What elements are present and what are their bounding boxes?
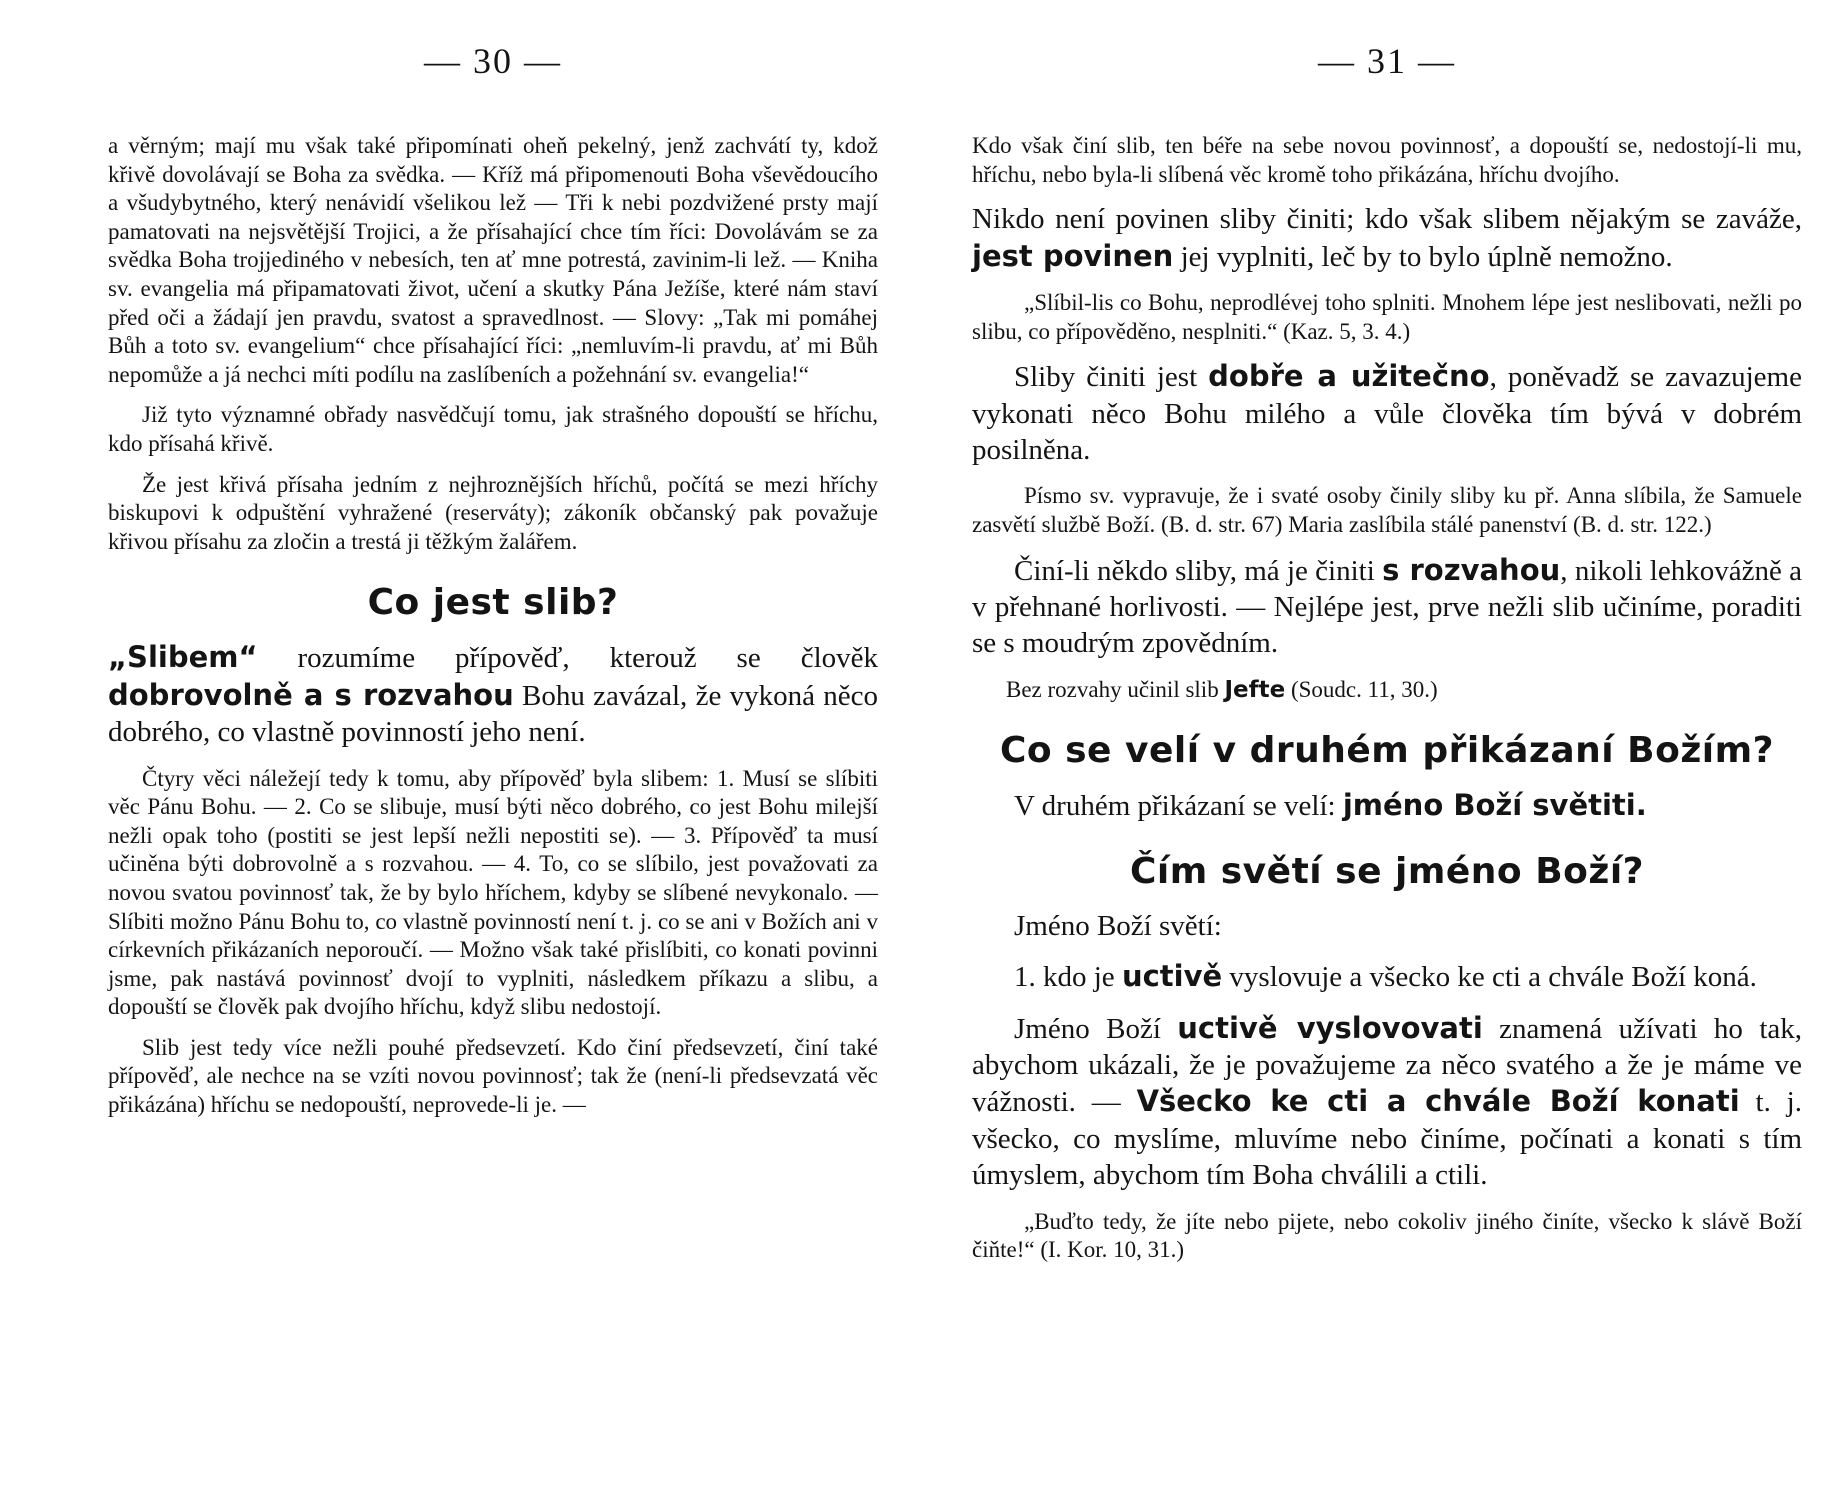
text-run: jej vyplniti, leč by to bylo úplně nemožno. xyxy=(1173,240,1673,273)
text-run: Sliby činiti jest xyxy=(1014,361,1209,394)
text-run: Nikdo není povinen sliby činiti; kdo však slibem nějakým se zaváže, xyxy=(972,203,1802,236)
emphasis: Jefte xyxy=(1224,676,1286,703)
page-number: — 31 — xyxy=(1318,41,1456,81)
text-run: Jméno Boží xyxy=(1014,1012,1178,1045)
emphasis: uctivě xyxy=(1121,959,1223,994)
section-heading: Co se velí v druhém přikázaní Božím? xyxy=(999,730,1775,772)
page-number: — 30 — xyxy=(424,41,562,81)
text-run: , poněvadž se zavazujeme vykonati něco Bohu milého a vůle člověka tím bývá v dobrém posilněna. xyxy=(972,361,1802,466)
emphasis: Všecko ke cti a chvále Boží konati xyxy=(1136,1084,1740,1119)
text-run: t. j. všecko, co myslíme, mluvíme nebo činíme, počínati a konati s tím úmyslem, abychom tím Boha chválili a ctili. xyxy=(972,1086,1802,1192)
definition-text: rozumíme přípověď, kterouž se člověk xyxy=(257,642,878,675)
text-run: znamená užívati ho tak, abychom ukázali, že je považujeme za něco svatého a že je máme ve vážnosti. — xyxy=(972,1012,1802,1119)
definition-term: „Slibem“ xyxy=(108,640,258,675)
paragraph: Kdo však činí slib, ten béře na sebe novou povinnosť, a dopouští se, nedostojí-li mu, hříchu, nebo byla-li slíbená věc kromě toho přikázána, hříchu dvojího. xyxy=(972,133,1802,187)
paragraph xyxy=(972,1010,1802,1194)
emphasis: dobře a užitečno xyxy=(1208,359,1490,394)
text-run: V druhém přikázaní se velí: xyxy=(1014,790,1343,823)
scripture-quote: „Buďto tedy, že jíte nebo pijete, nebo cokoliv jiného činíte, všecko k slávě Boží čiňte!“ (I. Kor. 10, 31.) xyxy=(972,1208,1802,1263)
text-run: vyslovuje a všecko ke cti a chvále Boží koná. xyxy=(1222,961,1757,994)
left-page-text xyxy=(108,132,878,1132)
paragraph xyxy=(972,676,1802,705)
definition-emphasis: dobrovolně a s rozvahou xyxy=(108,677,514,712)
paragraph xyxy=(972,552,1802,662)
emphasis: jméno Boží světiti. xyxy=(1342,788,1647,823)
definition-paragraph xyxy=(108,639,878,750)
text-run: Bez rozvahy učinil slib xyxy=(1006,676,1225,702)
paragraph xyxy=(972,358,1802,468)
paragraph xyxy=(972,787,1802,824)
paragraph: Již tyto významné obřady nasvědčují tomu, jak strašného dopouští se hříchu, kdo přísahá křivě. xyxy=(108,402,878,456)
section-heading: Co jest slib? xyxy=(367,582,619,624)
text-run: , nikoli lehkovážně a v přehnané horlivosti. — Nejlépe jest, prve nežli slib učiníme, poraditi se s moudrým zpovědním. xyxy=(972,554,1802,660)
paragraph: a věrným; mají mu však také připomínati oheň pekelný, jenž zachvátí ty, kdož křivě dovolávají se Boha za svědka. — Kříž má připomenouti Boha vševědoucího a všudybytného, který nenávidí všelikou lež — Tři k nebi pozdvižené prsty mají pamatovati na nejsvětější Trojici, a že přísahající chce tím říci: Dovolávám se za svědka Boha trojjediného v nebesích, ten ať mne potrestá, zavinim-li lež. — Kniha sv. evangelia má připamatovati život, učení a skutky Pána Ježíše, které nám staví před oči a žádají jen pravdu, svatost a spravedlnost. — Slovy: „Tak mi pomáhej Bůh a toto sv. evangelium“ chce přísahající říci: „nemluvím-li pravdu, ať mi Bůh nepomůže a já nechci míti podílu na zaslíbeních a požehnání sv. evangelia!“ xyxy=(108,133,878,387)
emphasis: jest povinen xyxy=(972,238,1174,273)
definition-text: Bohu zavázal, že vykoná něco dobrého, co vlastně povinností jeho není. xyxy=(108,679,878,749)
text-run: (Soudc. 11, 30.) xyxy=(1285,676,1438,702)
scripture-quote: „Slíbil-lis co Bohu, neprodlévej toho splniti. Mnohem lépe jest neslibovati, nežli po slibu, co přípověděno, nesplniti.“ (Kaz. 5, 3. 4.) xyxy=(972,290,1802,344)
list-item xyxy=(972,958,1802,995)
paragraph: Že jest křivá přísaha jedním z nejhroznějších hříchů, počítá se mezi hříchy biskupovi k odpuštění vyhražené (reserváty); zákoník občanský pak považuje křivou přísahu za zločin a trestá ji těžkým žalářem. xyxy=(108,471,878,554)
paragraph: Čtyry věci náležejí tedy k tomu, aby přípověď byla slibem: 1. Musí se slíbiti věc Pánu Bohu. — 2. Co se slibuje, musí býti něco dobrého, co jest Bohu milejší nežli opak toho (postiti se jest lepší nežli nepostiti se). — 3. Přípověď ta musí učiněna býti dobrovolně a s rozvahou. — 4. To, co se slíbilo, jest považovati za novou svatou povinnosť tak, že by bylo hříchem, kdyby se slíbené nevykonalo. — Slíbiti možno Pánu Bohu to, co vlastně povinností není t. j. co se ani v Božích ani v církevních přikázaních neporoučí. — Možno však také přislíbiti, co konati povinni jsme, pak nastává povinnosť dvojí to vyplniti, následkem příkazu a slibu, a dopouští se člověk pak dvojího hříchu, když slibu nedostojí. xyxy=(108,765,878,1020)
paragraph: Slib jest tedy více nežli pouhé předsevzetí. Kdo činí předsevzetí, činí také přípověď, ale nechce na se vzíti novou povinnosť; tak že (není-li předsevzatá věc přikázána) hříchu se nedopouští, neprovede-li je. — xyxy=(108,1034,878,1118)
right-page-text xyxy=(972,132,1802,1277)
section-heading: Čím světí se jméno Boží? xyxy=(1129,850,1645,892)
text-run: Činí-li někdo sliby, má je činiti xyxy=(1014,554,1383,587)
text-run: 1. kdo je xyxy=(1014,961,1122,994)
paragraph xyxy=(972,201,1802,275)
emphasis: s rozvahou xyxy=(1382,552,1561,587)
paragraph: Jméno Boží světí: xyxy=(1014,909,1222,942)
paragraph: Písmo sv. vypravuje, že i svaté osoby činily sliby ku př. Anna slíbila, že Samuele zasvětí službě Boží. (B. d. str. 67) Maria zaslíbila stálé panenství (B. d. str. 122.) xyxy=(972,483,1802,537)
emphasis: uctivě vyslovovati xyxy=(1177,1010,1483,1045)
